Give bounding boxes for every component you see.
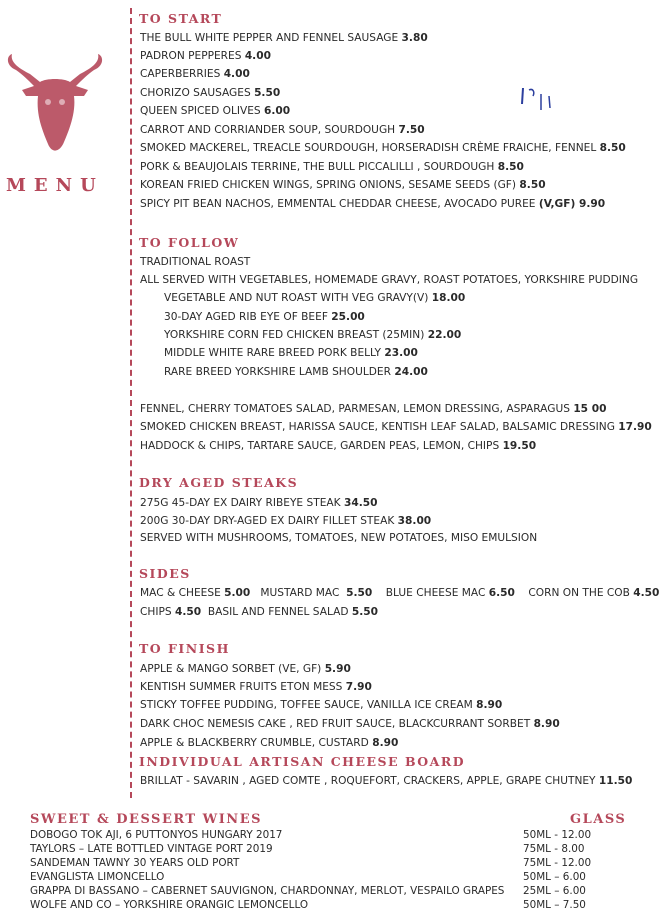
menu-item: SPICY PIT BEAN NACHOS, EMMENTAL CHEDDAR CHEESE, AVOCADO PUREE (V,GF) 9.90	[140, 198, 606, 210]
steaks-note: SERVED WITH MUSHROOMS, TOMATOES, NEW POTATOES, MISO EMULSION	[140, 532, 538, 544]
menu-item: SMOKED MACKEREL, TREACLE SOURDOUGH, HORSERADISH CRÈME FRAICHE, FENNEL 8.50	[140, 142, 626, 154]
menu-item: KOREAN FRIED CHICKEN WINGS, SPRING ONIONS, SESAME SEEDS (GF) 8.50	[140, 179, 546, 191]
menu-item: SMOKED CHICKEN BREAST, HARISSA SAUCE, KENTISH LEAF SALAD, BALSAMIC DRESSING 17.90	[140, 421, 652, 433]
menu-item: PADRON PEPPERES 4.00	[140, 50, 271, 62]
section-heading-sides: SIDES	[139, 566, 191, 581]
menu-item: CAPERBERRIES 4.00	[140, 68, 250, 80]
wine-glass-price: 50ML - 12.00	[523, 829, 592, 841]
roast-item: RARE BREED YORKSHIRE LAMB SHOULDER 24.00	[164, 366, 428, 378]
wine-glass-price: 50ML – 7.50	[523, 899, 586, 911]
dashed-divider	[130, 8, 132, 798]
roast-item: MIDDLE WHITE RARE BREED PORK BELLY 23.00	[164, 347, 418, 359]
menu-item: APPLE & BLACKBERRY CRUMBLE, CUSTARD 8.90	[140, 737, 399, 749]
wine-glass-price: 75ML - 12.00	[523, 857, 592, 869]
wine-glass-price: 75ML - 8.00	[523, 843, 585, 855]
section-heading-to-start: TO START	[139, 11, 223, 26]
menu-item: PORK & BEAUJOLAIS TERRINE, THE BULL PICCALILLI , SOURDOUGH 8.50	[140, 161, 524, 173]
wine-name: SANDEMAN TAWNY 30 YEARS OLD PORT	[30, 857, 240, 869]
wine-name: TAYLORS – LATE BOTTLED VINTAGE PORT 2019	[30, 843, 273, 855]
wine-glass-price: 25ML – 6.00	[523, 885, 586, 897]
menu-item: QUEEN SPICED OLIVES 6.00	[140, 105, 291, 117]
wine-glass-price: 50ML – 6.00	[523, 871, 586, 883]
sides-row: MAC & CHEESE 5.00 MUSTARD MAC 5.50 BLUE CHEESE MAC 6.50 CORN ON THE COB 4.50	[140, 587, 659, 599]
pen-scribble	[519, 84, 555, 114]
bull-head-logo	[4, 52, 108, 162]
menu-item: FENNEL, CHERRY TOMATOES SALAD, PARMESAN, LEMON DRESSING, ASPARAGUS 15 00	[140, 403, 607, 415]
roast-item: YORKSHIRE CORN FED CHICKEN BREAST (25MIN) 22.00	[164, 329, 462, 341]
section-heading-cheese-board: INDIVIDUAL ARTISAN CHEESE BOARD	[139, 754, 466, 769]
menu-item: CHORIZO SAUSAGES 5.50	[140, 87, 281, 99]
section-heading-wines: SWEET & DESSERT WINES	[30, 812, 262, 827]
menu-item: STICKY TOFFEE PUDDING, TOFFEE SAUCE, VANILLA ICE CREAM 8.90	[140, 699, 503, 711]
section-heading-to-finish: TO FINISH	[139, 641, 230, 656]
menu-item: 275G 45-DAY EX DAIRY RIBEYE STEAK 34.50	[140, 497, 378, 509]
section-heading-dry-aged-steaks: DRY AGED STEAKS	[139, 475, 299, 490]
wine-name: WOLFE AND CO – YORKSHIRE ORANGIC LEMONCELLO	[30, 899, 309, 911]
glass-heading: GLASS	[570, 812, 627, 827]
menu-item: APPLE & MANGO SORBET (VE, GF) 5.90	[140, 663, 351, 675]
roast-item: 30-DAY AGED RIB EYE OF BEEF 25.00	[164, 311, 365, 323]
menu-item: KENTISH SUMMER FRUITS ETON MESS 7.90	[140, 681, 372, 693]
wine-name: GRAPPA DI BASSANO – CABERNET SAUVIGNON, CHARDONNAY, MERLOT, VESPAILO GRAPES	[30, 885, 505, 897]
menu-item: BRILLAT - SAVARIN , AGED COMTE , ROQUEFORT, CRACKERS, APPLE, GRAPE CHUTNEY 11.50	[140, 775, 633, 787]
roast-title: TRADITIONAL ROAST	[140, 256, 251, 268]
menu-item: THE BULL WHITE PEPPER AND FENNEL SAUSAGE 3.80	[140, 32, 428, 44]
menu-item: HADDOCK & CHIPS, TARTARE SAUCE, GARDEN PEAS, LEMON, CHIPS 19.50	[140, 440, 537, 452]
roast-item: VEGETABLE AND NUT ROAST WITH VEG GRAVY(V) 18.00	[164, 292, 466, 304]
menu-title: MENU	[6, 175, 104, 196]
wine-name: DOBOGO TOK AJI, 6 PUTTONYOS HUNGARY 2017	[30, 829, 283, 841]
roast-note: ALL SERVED WITH VEGETABLES, HOMEMADE GRAVY, ROAST POTATOES, YORKSHIRE PUDDING	[140, 274, 639, 286]
menu-item: 200G 30-DAY DRY-AGED EX DAIRY FILLET STEAK 38.00	[140, 515, 432, 527]
menu-item: CARROT AND CORRIANDER SOUP, SOURDOUGH 7.50	[140, 124, 425, 136]
wine-name: EVANGLISTA LIMONCELLO	[30, 871, 165, 883]
menu-item: DARK CHOC NEMESIS CAKE , RED FRUIT SAUCE, BLACKCURRANT SORBET 8.90	[140, 718, 560, 730]
sides-row: CHIPS 4.50 BASIL AND FENNEL SALAD 5.50	[140, 606, 379, 618]
section-heading-to-follow: TO FOLLOW	[139, 235, 240, 250]
